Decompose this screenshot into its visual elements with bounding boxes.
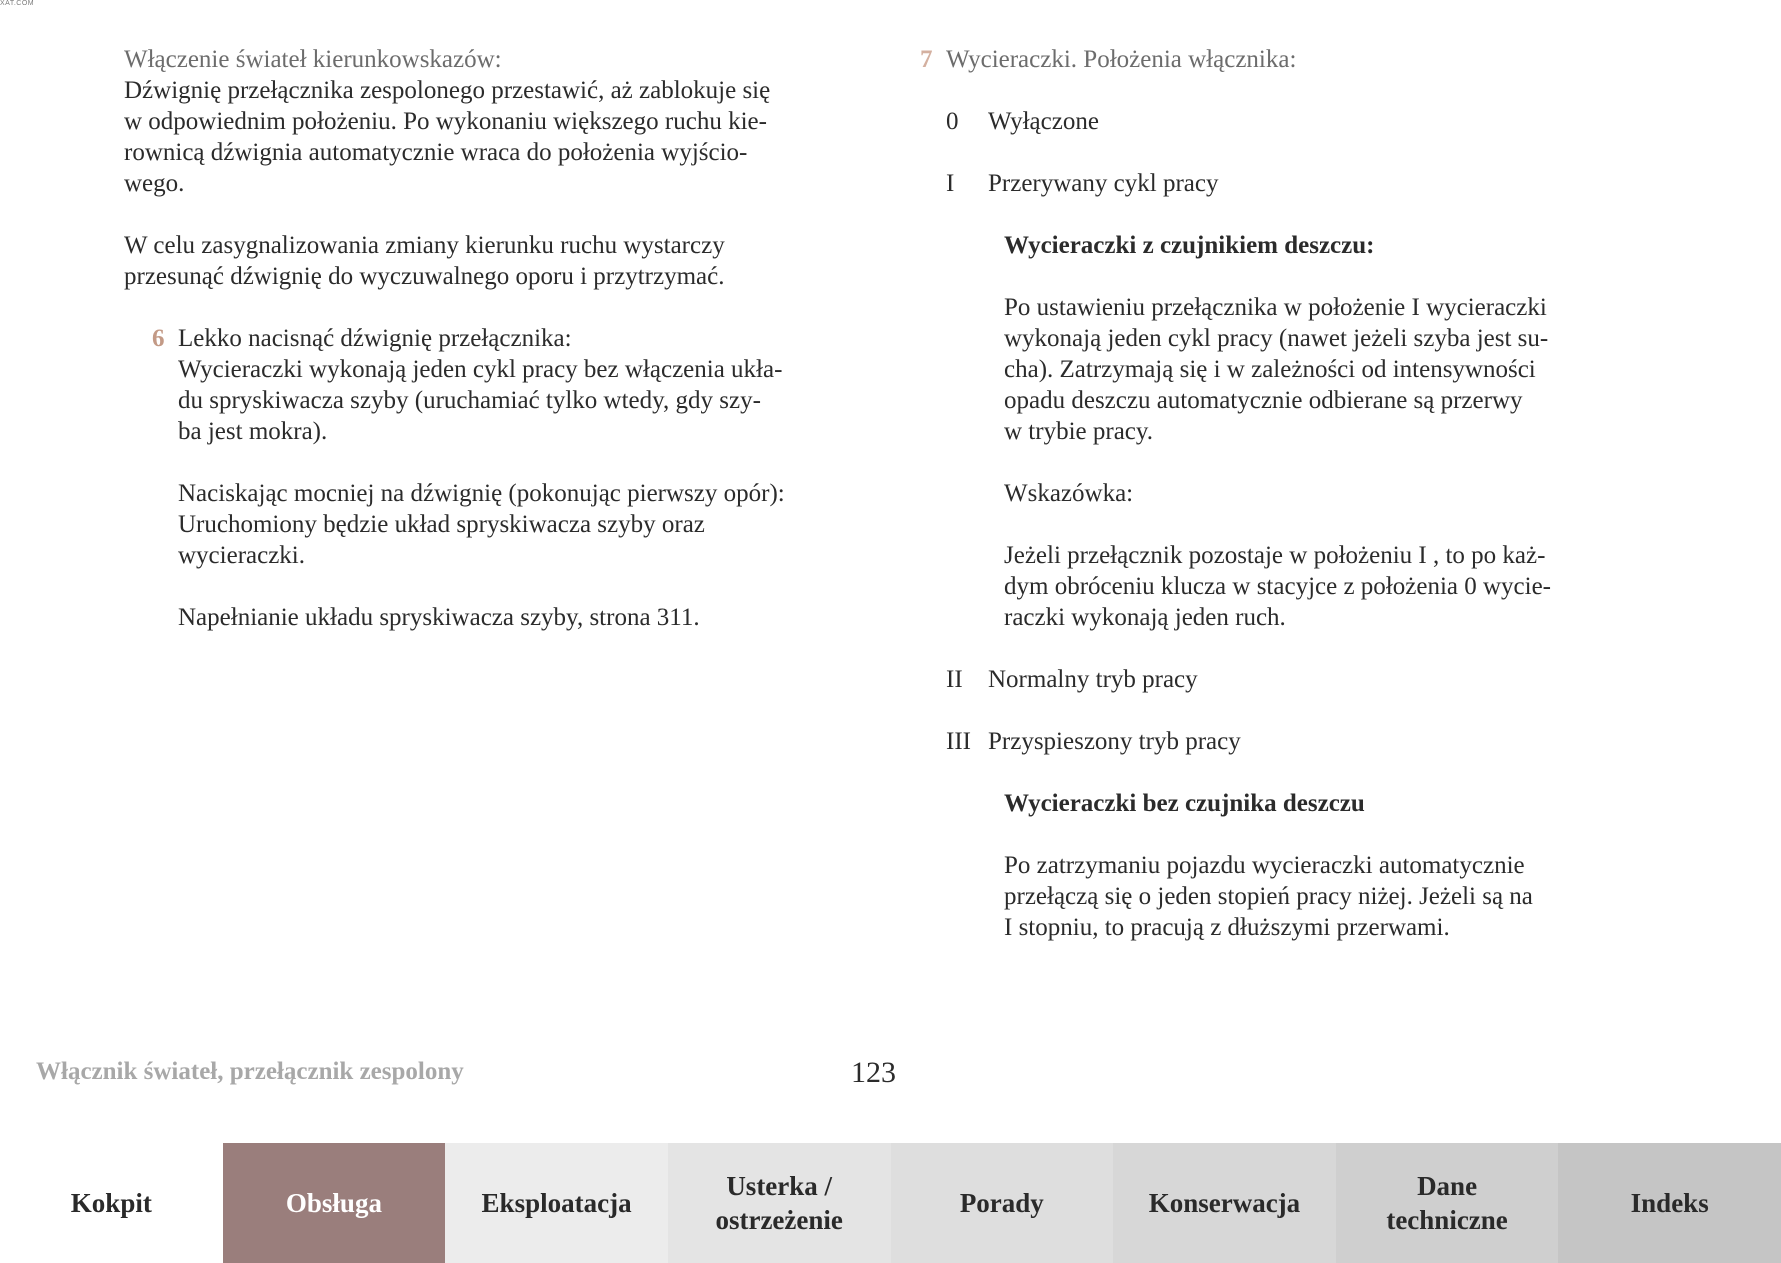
- left-column: [124, 44, 844, 633]
- tab-usterka-ostrzezenie[interactable]: Usterka / ostrzeżenie: [668, 1143, 891, 1263]
- no-rain-sensor-block: [1004, 788, 1646, 943]
- hint-paragraph: Jeżeli przełącznik pozostaje w położeniu I , to po każ- dym obróceniu klucza w stacyjce z położenia 0 wycie- raczki wykonają jeden ruch.: [1004, 542, 1551, 631]
- position-ii-label: II: [946, 666, 963, 693]
- position-0-row: [946, 106, 1646, 137]
- tab-konserwacja[interactable]: Konserwacja: [1113, 1143, 1336, 1263]
- tab-kokpit[interactable]: Kokpit: [0, 1143, 223, 1263]
- position-0-label: 0: [946, 108, 959, 135]
- turn-signal-heading: Włączenie świateł kierunkowskazów:: [124, 46, 502, 73]
- washer-fill-reference: Napełnianie układu spryskiwacza szyby, strona 311.: [178, 604, 700, 631]
- position-ii-text: Normalny tryb pracy: [988, 666, 1198, 693]
- corner-watermark: XAT.COM: [0, 0, 35, 7]
- section-footer-title: Włącznik świateł, przełącznik zespolony: [36, 1058, 464, 1085]
- page-number: 123: [851, 1056, 896, 1089]
- position-iii-row: [946, 726, 1646, 757]
- chapter-tab-bar: [0, 1143, 1781, 1263]
- signal-change-paragraph: W celu zasygnalizowania zmiany kierunku ruchu wystarczy przesunąć dźwignię do wyczuwalnego oporu i przytrzymać.: [124, 232, 725, 290]
- tab-porady[interactable]: Porady: [891, 1143, 1114, 1263]
- turn-signal-paragraph: Dźwignię przełącznika zespolonego przestawić, aż zablokuje się w odpowiednim położeniu. Po wykonaniu większego ruchu kie- rownicą dźwignia automatycznie wraca do położenia wyjścio- wego.: [124, 77, 771, 197]
- tab-eksploatacja[interactable]: Eksploatacja: [445, 1143, 668, 1263]
- no-rain-sensor-heading: Wycieraczki bez czujnika deszczu: [1004, 790, 1365, 817]
- position-iii-label: III: [946, 728, 971, 755]
- no-rain-sensor-paragraph: Po zatrzymaniu pojazdu wycieraczki automatycznie przełączą się o jeden stopień pracy niżej. Jeżeli są na I stopniu, to pracują z dłuższymi przerwami.: [1004, 852, 1533, 941]
- item-7-number: 7: [920, 46, 933, 73]
- position-i-label: I: [946, 170, 955, 197]
- item-6-number: 6: [152, 325, 165, 352]
- position-0-text: Wyłączone: [988, 108, 1099, 135]
- wiper-positions-heading: 7 Wycieraczki. Położenia włącznika:: [920, 46, 1297, 73]
- tab-dane-techniczne[interactable]: Dane techniczne: [1336, 1143, 1559, 1263]
- tab-indeks[interactable]: Indeks: [1558, 1143, 1781, 1263]
- rain-sensor-heading: Wycieraczki z czujnikiem deszczu:: [1004, 232, 1375, 259]
- position-i-text: Przerywany cykl pracy: [988, 170, 1219, 197]
- tab-obsluga[interactable]: Obsługa: [223, 1143, 446, 1263]
- press-harder-paragraph: Naciskając mocniej na dźwignię (pokonując pierwszy opór): Uruchomiony będzie układ spryskiwacza szyby oraz wycieraczki.: [178, 480, 785, 569]
- item-6-paragraph: 6 Lekko nacisnąć dźwignię przełącznika: Wycieraczki wykonają jeden cykl pracy bez włączenia ukła- du spryskiwacza szyby (uruchamiać tylko wtedy, gdy szy- ba jest mokra).: [152, 325, 783, 445]
- item-6-block: [152, 323, 844, 633]
- position-i-row: [946, 168, 1646, 199]
- position-ii-row: [946, 664, 1646, 695]
- hint-label: Wskazówka:: [1004, 480, 1134, 507]
- rain-sensor-block: [1004, 230, 1646, 633]
- rain-sensor-paragraph: Po ustawieniu przełącznika w położenie I wycieraczki wykonają jeden cykl pracy (nawet jeżeli szyba jest su- cha). Zatrzymają się i w zależności od intensywności opadu deszczu automatycznie odbierane są przerwy w trybie pracy.: [1004, 294, 1549, 445]
- right-column: [920, 44, 1646, 943]
- position-iii-text: Przyspieszony tryb pracy: [988, 728, 1241, 755]
